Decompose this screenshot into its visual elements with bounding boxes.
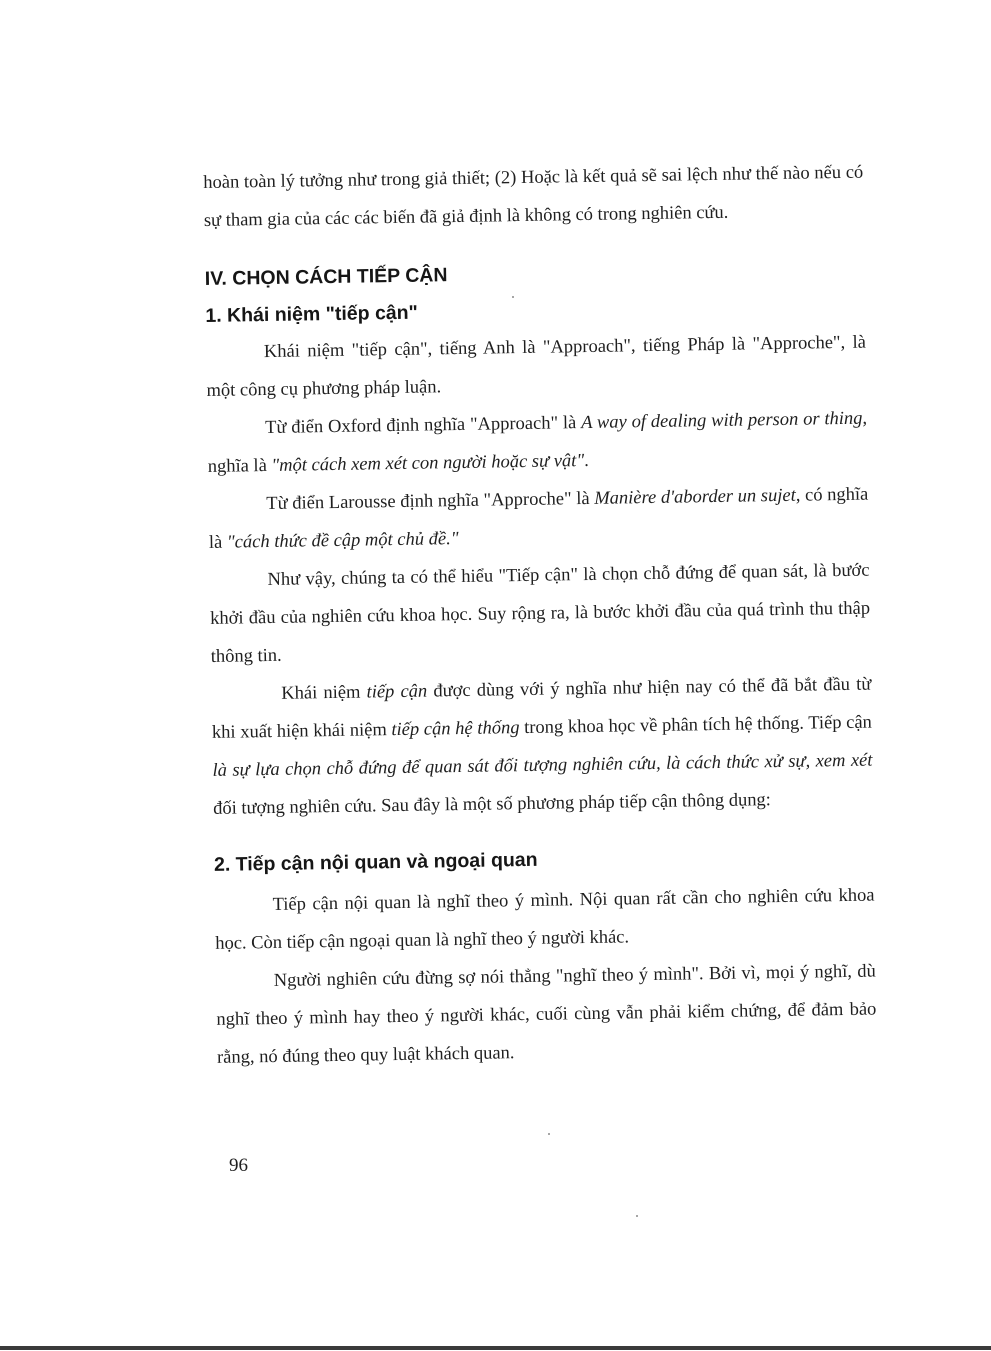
scan-speck (548, 1133, 550, 1135)
text-oxford-mid: , nghĩa là (207, 408, 868, 477)
scan-speck (512, 296, 514, 298)
scan-speck (636, 1215, 638, 1217)
text-meaning-lead: Như vậy, chúng ta có thể hiểu "Tiếp cận" là chọn chỗ đứng để quan sát, (267, 561, 814, 591)
text-history-system: tiếp cận hệ thống (391, 718, 520, 741)
paragraph-oxford-definition (207, 400, 868, 486)
page-content (203, 154, 877, 1077)
intro-paragraph: hoàn toàn lý tưởng như trong giả thiết; (2) Hoặc là kết quả sẽ sai lệch như thế nào nếu có sự tham gia của các các biến đã giả định là không có trong nghiên cứu. (203, 162, 864, 231)
text-history-term: tiếp cận (366, 681, 428, 703)
subsection-heading-approach-concept: 1. Khái niệm "tiếp cận" (205, 301, 419, 327)
page-number: 96 (229, 1155, 248, 1176)
text-oxford-vietnamese: "một cách xem xét con người hoặc sự vật" (271, 451, 585, 476)
text-meaning-tail: . (276, 645, 282, 666)
text-oxford-english: A way of dealing with person or thing (580, 408, 863, 434)
text-history-lead: Khái niệm (281, 682, 367, 704)
text-larousse-mid: , có nghĩa là (208, 484, 869, 553)
text-oxford-lead: Từ điển Oxford định nghĩa "Approach" là (264, 413, 582, 439)
text-history-definition: là sự lựa chọn chỗ đứng để quan sát đối tượng nghiên cứu, là cách thức xử sự, xem xét (212, 750, 873, 781)
paragraph-own-thinking: Người nghiên cứu đừng sợ nói thẳng "nghĩ theo ý mình". Bởi vì, mọi ý nghĩ, dù nghĩ theo ý mình hay theo ý người khác, cuối cùng vẫn phải kiểm chứng, để đảm bảo rằng, nó đúng theo quy luật khách quan. (216, 961, 877, 1068)
paragraph-approach-history (211, 666, 873, 828)
text-history-mid1: được dùng với ý nghĩa như hiện nay có thể đã bắt đầu từ khi xuất hiện khái niệm (211, 674, 872, 743)
text-larousse-lead: Từ điển Larousse định nghĩa "Approche" là (266, 488, 595, 515)
text-larousse-vietnamese: "cách thức đề cập một chủ đề." (226, 529, 459, 553)
paragraph-larousse-definition (208, 476, 869, 562)
subsection-heading-internal-external: 2. Tiếp cận nội quan và ngoại quan (213, 848, 538, 876)
paragraph-internal-external: Tiếp cận nội quan là nghĩ theo ý mình. Nội quan rất cần cho nghiên cứu khoa học. Còn tiếp cận ngoại quan là nghĩ theo ý người khác. (215, 885, 875, 954)
text-oxford-tail: . (583, 450, 589, 472)
section-heading: IV. CHỌN CÁCH TIẾP CẬN (204, 264, 448, 290)
text-history-tail: đối tượng nghiên cứu. Sau đây là một số phương pháp tiếp cận thông dụng: (212, 790, 772, 819)
page-bottom-edge (0, 1346, 991, 1350)
paragraph-approach-meaning (209, 552, 871, 676)
text-larousse-french: Manière d'aborder un sujet (594, 485, 796, 509)
paragraph-approach-definition: Khái niệm "tiếp cận", tiếng Anh là "Approach", tiếng Pháp là "Approche", là một công cụ phương pháp luận. (206, 332, 867, 401)
text-history-mid2: trong khoa học về phân tích hệ thống. Tiếp cận (519, 712, 873, 739)
text-meaning-emphasis: là bước khởi đầu của nghiên cứu khoa học. Suy rộng ra, là bước khởi đầu của quá trình thu thập thông tin (209, 560, 871, 667)
